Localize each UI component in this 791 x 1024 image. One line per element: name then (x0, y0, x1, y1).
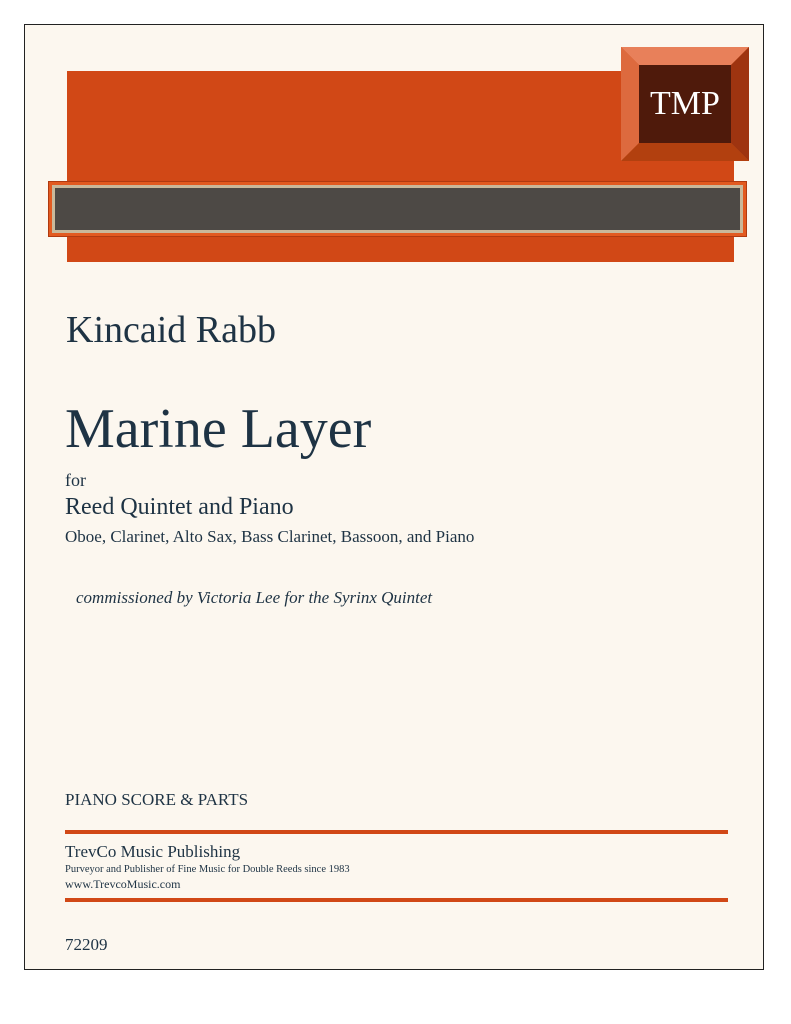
score-cover-page (24, 24, 764, 970)
divider-top (65, 830, 728, 834)
logo-text: TMP (639, 65, 731, 143)
publisher-name: TrevCo Music Publishing (65, 842, 241, 861)
ensemble-name: Reed Quintet and Piano (65, 494, 294, 520)
catalog-number: 72209 (65, 935, 108, 954)
work-title: Marine Layer (65, 398, 372, 460)
edition-type: PIANO SCORE & PARTS (65, 790, 249, 809)
composer-name: Kincaid Rabb (66, 309, 277, 351)
header-stripe (48, 181, 747, 237)
commission-note: commissioned by Victoria Lee for the Syrinx Quintet (76, 588, 433, 607)
logo-bevel-top (621, 47, 749, 65)
tmp-logo (621, 47, 749, 161)
instrumentation-list: Oboe, Clarinet, Alto Sax, Bass Clarinet, Bassoon, and Piano (65, 527, 475, 546)
publisher-website: www.TrevcoMusic.com (65, 877, 181, 891)
divider-bottom (65, 898, 728, 902)
logo-bevel-bottom (621, 143, 749, 161)
header-stripe-trim (52, 185, 743, 233)
header-stripe-band (55, 188, 740, 230)
for-label: for (65, 470, 86, 490)
publisher-tagline: Purveyor and Publisher of Fine Music for Double Reeds since 1983 (65, 864, 350, 875)
